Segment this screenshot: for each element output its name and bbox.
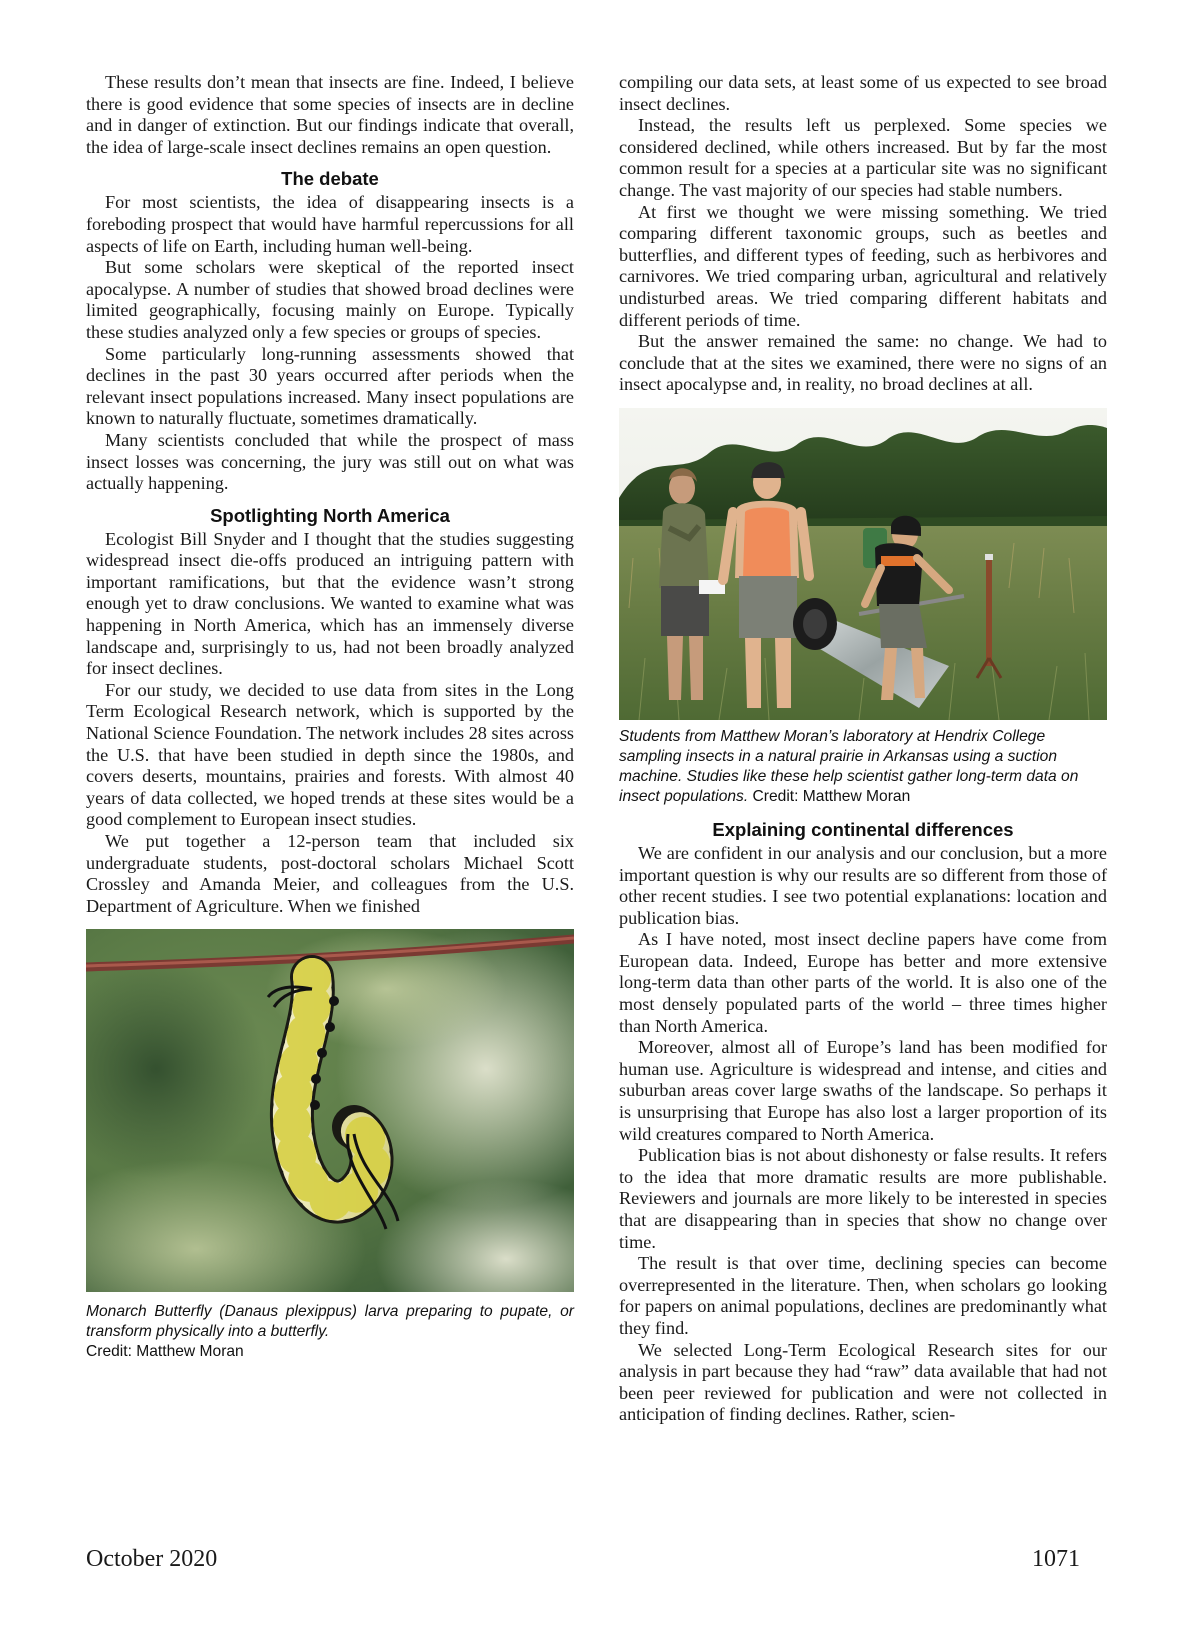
paragraph: Ecologist Bill Snyder and I thought that the studies suggesting widespread insect die-offs produced an intriguing pattern with important ramifications, but that the evidence wasn’t strong enough yet to draw conclusions. We wanted to examine what was happening in North America, which has an immensely diverse landscape and, surprisingly to us, had not been broadly analyzed for insect declines. — [86, 528, 574, 679]
paragraph: Many scientists concluded that while the prospect of mass insect losses was concerning, the jury was still out on what was actually happening. — [86, 429, 574, 494]
right-column — [619, 72, 1107, 1426]
caterpillar-illustration — [86, 929, 574, 1292]
paragraph: For our study, we decided to use data from sites in the Long Term Ecological Research network, which is supported by the National Science Foundation. The network includes 28 sites across the U.S. that have been studied in depth since the 1980s, and covers deserts, mountains, prairies and forests. With almost 40 years of data collected, we hoped trends at these sites would be a good complement to European insect studies. — [86, 679, 574, 830]
left-column — [86, 72, 574, 1362]
figure-caption-prairie — [619, 727, 1107, 807]
section-heading-explaining: Explaining continental differences — [712, 818, 1014, 840]
caption-text: Students from Matthew Moran’s laboratory at Hendrix College sampling insects in a natural prairie in Arkansas using a suction machine. Studies like these help scientist gather long-term data on insect populations. — [619, 727, 1079, 805]
section-heading-spotlight: Spotlighting North America — [210, 504, 450, 526]
paragraph: These results don’t mean that insects are fine. Indeed, I believe there is good evidence that some species of insects are in decline and in danger of extinction. But our findings indicate that overall, the idea of large-scale insect declines remains an open question. — [86, 72, 574, 157]
students-sampling-illustration — [619, 408, 1107, 720]
photo-credit: Credit: Matthew Moran — [752, 787, 911, 805]
paragraph: compiling our data sets, at least some of us expected to see broad insect declines. — [619, 72, 1107, 114]
section-heading-debate: The debate — [281, 168, 379, 190]
paragraph: But some scholars were skeptical of the reported insect apocalypse. A number of studies that showed broad declines were limited geographically, focusing mainly on Europe. Typically these studies analyzed only a few species or groups of species. — [86, 257, 574, 342]
paragraph: But the answer remained the same: no change. We had to conclude that at the sites we examined, there were no signs of an insect apocalypse and, in reality, no broad declines at all. — [619, 331, 1107, 395]
paragraph: We put together a 12-person team that included six undergraduate students, post-doctoral scholars Michael Scott Crossley and Amanda Meier, and colleagues from the U.S. Department of Agriculture. When we finished — [86, 831, 574, 916]
paragraph: Publication bias is not about dishonesty or false results. It refers to the idea that more dramatic results are more publishable. Reviewers and journals are more likely to be interested in species that are disappearing than in species that show no change over time. — [619, 1145, 1107, 1252]
paragraph: The result is that over time, declining species can become overrepresented in the literature. Then, when scholars go looking for papers on animal populations, declines are predominantly what they find. — [619, 1253, 1107, 1338]
paragraph: We selected Long-Term Ecological Research sites for our analysis in part because they had “raw” data available that had not been peer reviewed for publication and were not collected in anticipation of finding declines. Rather, scien- — [619, 1339, 1107, 1425]
paragraph: We are confident in our analysis and our conclusion, but a more important question is why our results are so different from those of other recent studies. I see two potential explanations: location and publication bias. — [619, 842, 1107, 928]
paragraph: Some particularly long-running assessments showed that declines in the past 30 years occurred after periods when the relevant insect populations increased. Many insect populations are known to naturally fluctuate, sometimes dramatically. — [86, 343, 574, 429]
paragraph: At first we thought we were missing something. We tried comparing different taxonomic groups, such as beetles and butterflies, and different types of feeding, such as herbivores and carnivores. We tried comparing urban, agricultural and relatively undisturbed areas. We tried comparing different habitats and different periods of time. — [619, 201, 1107, 330]
paragraph: Instead, the results left us perplexed. Some species we considered declined, while others increased. But by far the most common result for a species at a particular site was no significant change. The vast majority of our species had stable numbers. — [619, 115, 1107, 200]
prairie-sampling-photo — [619, 408, 1107, 720]
paragraph: Moreover, almost all of Europe’s land has been modified for human use. Agriculture is widespread and intense, and cities and suburban areas cover large swaths of the landscape. So perhaps it is unsurprising that Europe has also lost a larger proportion of its wild creatures compared to North America. — [619, 1037, 1107, 1144]
figure-caption-monarch — [86, 1302, 574, 1362]
monarch-caterpillar-photo — [86, 929, 574, 1292]
page-number: 1071 — [1032, 1546, 1080, 1572]
caption-text: Monarch Butterfly (Danaus plexippus) larva preparing to pupate, or transform physically into a butterfly. — [86, 1303, 574, 1341]
issue-date: October 2020 — [86, 1546, 218, 1572]
photo-credit: Credit: Matthew Moran — [86, 1343, 244, 1361]
paragraph: As I have noted, most insect decline papers have come from European data. Indeed, Europe has better and more extensive long-term data than other parts of the world. It is also one of the most densely populated parts of the world – three times higher than North America. — [619, 929, 1107, 1036]
paragraph: For most scientists, the idea of disappearing insects is a foreboding prospect that would have harmful repercussions for all aspects of life on Earth, including human well-being. — [86, 192, 574, 256]
